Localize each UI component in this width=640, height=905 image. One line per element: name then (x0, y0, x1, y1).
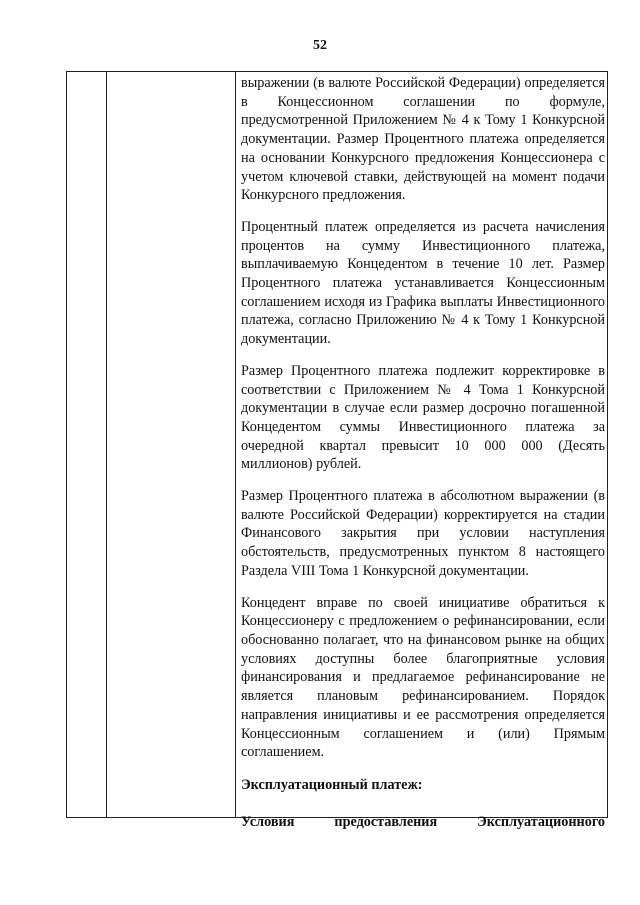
paragraph-payment-formula: выражении (в валюте Российской Федерации) определяется в Концессионном соглашении по формуле, предусмотренной Приложением № 4 к Тому 1 Конкурсной документации. Размер Процентного платежа определяется на основании Конкурсного предложения Концессионера с учетом ключевой ставки, действующей на момент подачи Конкурсного предложения. (241, 75, 605, 204)
paragraph-refinancing: Концедент вправе по своей инициативе обратиться к Концессионеру с предложением о рефинансировании, если обоснованно полагает, что на финансовом рынке на общих условиях доступны более благоприятные условия финансирования и предлагаемое рефинансирование не является плановым рефинансированием. Порядок направления инициативы и ее рассмотрения определяется Концессионным соглашением и (или) Прямым соглашением. (241, 594, 605, 761)
table-column-divider-2 (235, 72, 236, 817)
table-content-cell (241, 74, 605, 831)
document-table (66, 71, 608, 830)
subheading-provision-conditions: Условия предоставления Эксплуатационного (241, 813, 605, 830)
table-column-divider-1 (106, 72, 107, 817)
paragraph-interest-calculation: Процентный платеж определяется из расчета начисления процентов на сумму Инвестиционного платежа, выплачиваемую Концедентом в течение 10 лет. Размер Процентного платежа устанавливается Концессионным соглашением исходя из Графика выплаты Инвестиционного платежа, согласно Приложению № 4 к Тому 1 Конкурсной документации. (241, 218, 605, 348)
paragraph-financial-close: Размер Процентного платежа в абсолютном выражении (в валюте Российской Федерации) корректируется на стадии Финансового закрытия при условии наступления обстоятельств, предусмотренных пунктом 8 настоящего Раздела VIII Тома 1 Конкурсной документации. (241, 488, 605, 579)
paragraph-payment-adjustment: Размер Процентного платежа подлежит корректировке в соответствии с Приложением № 4 Тома 1 Конкурсной документации в случае если размер досрочно погашенной Концедентом суммы Инвестиционного платежа за очередной квартал превысит 10 000 000 (Десять миллионов) рублей. (241, 362, 605, 473)
section-heading-operational-payment: Эксплуатационный платеж: (241, 776, 423, 793)
page-number: 52 (313, 38, 327, 53)
